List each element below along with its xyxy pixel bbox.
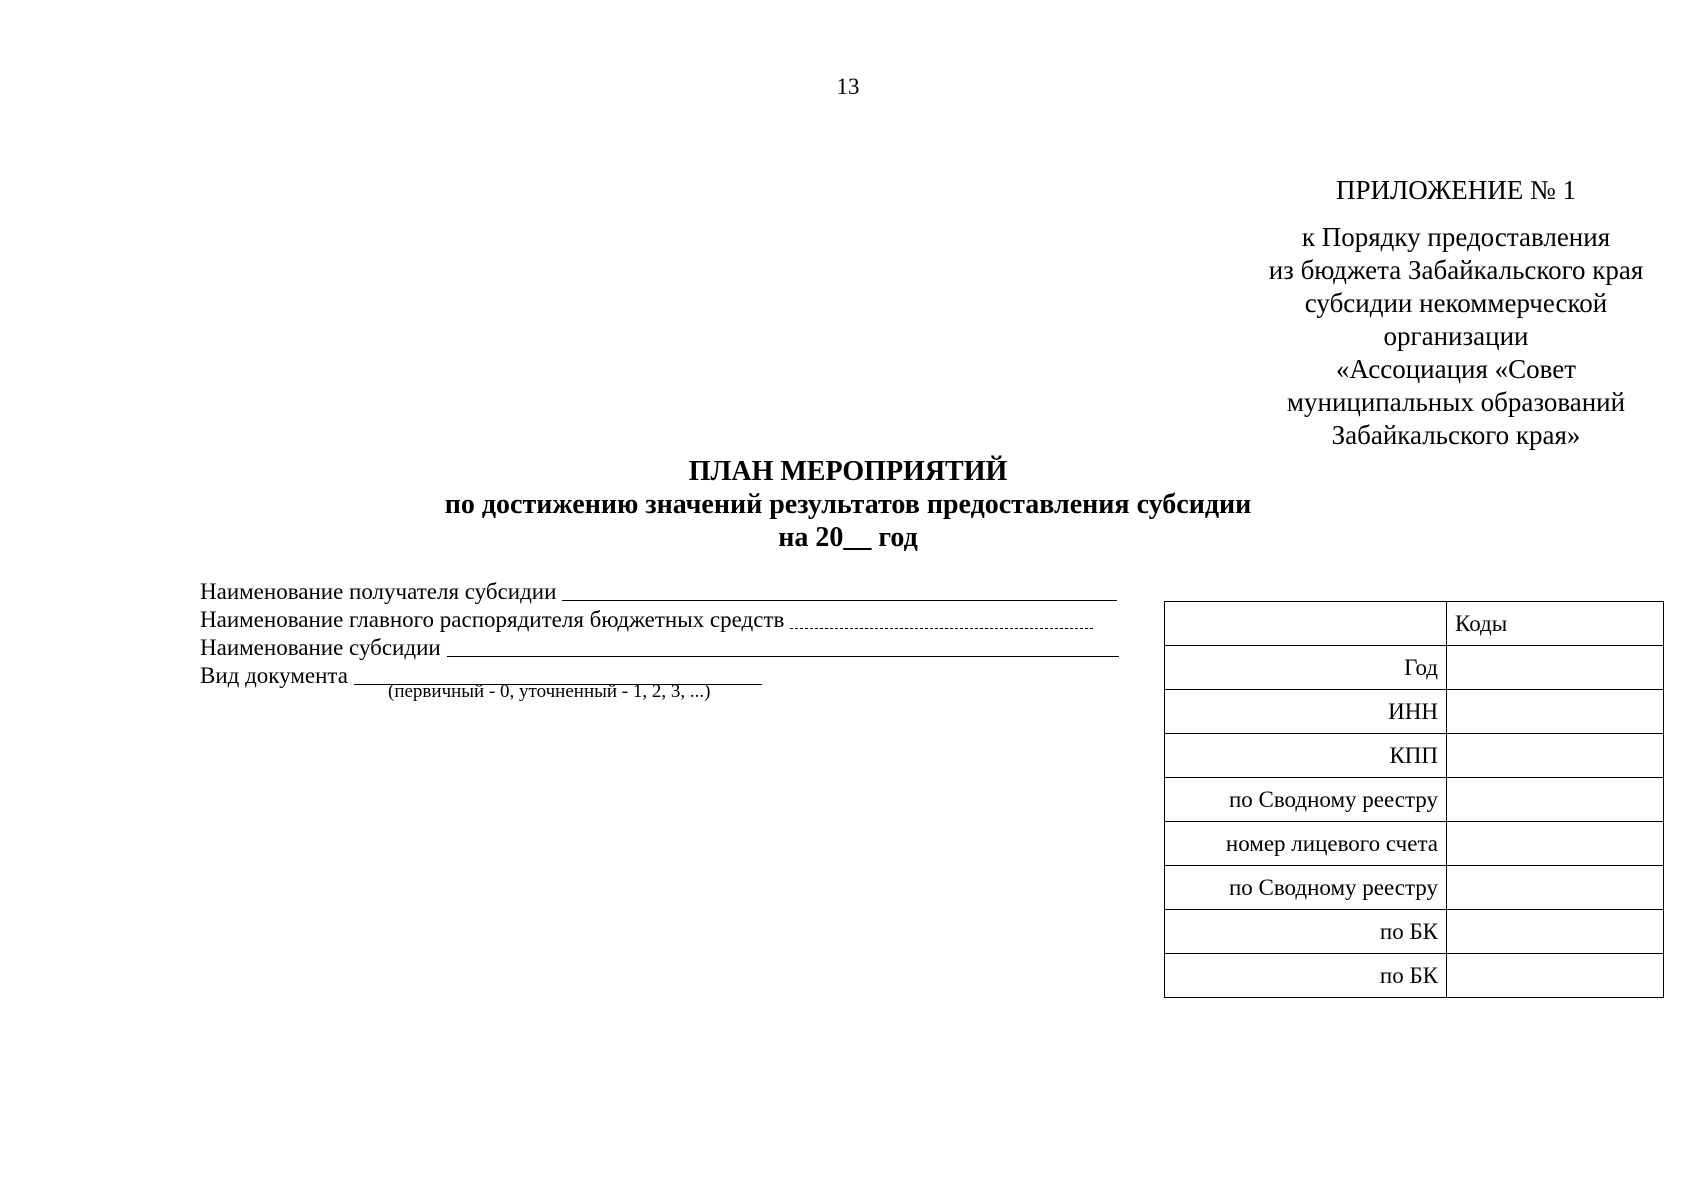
appendix-block (1224, 174, 1688, 452)
recipient-field-row (200, 578, 1150, 606)
table-row (1165, 690, 1664, 734)
doc-type-hint: (первичный - 0, уточненный - 1, 2, 3, ...) (388, 681, 711, 702)
codes-header-empty-cell (1165, 602, 1447, 646)
table-row (1165, 646, 1664, 690)
table-row (1165, 734, 1664, 778)
appendix-line: из бюджета Забайкальского края (1268, 255, 1644, 285)
table-row (1165, 954, 1664, 998)
subsidy-field-row (200, 634, 1150, 662)
codes-header: Коды (1447, 602, 1664, 646)
codes-row-value[interactable] (1447, 954, 1664, 998)
codes-table (1164, 601, 1664, 998)
appendix-line: организации (1383, 321, 1529, 351)
recipient-fill-line[interactable] (562, 580, 1117, 601)
codes-row-label: номер лицевого счета (1165, 822, 1447, 866)
codes-row-label: по Сводному реестру (1165, 778, 1447, 822)
subsidy-fill-line[interactable] (447, 636, 1119, 657)
plan-subtitle: по достижению значений результатов предоставления субсидии (444, 489, 1252, 520)
table-row (1165, 910, 1664, 954)
codes-row-label: ИНН (1165, 690, 1447, 734)
appendix-line: к Порядку предоставления (1301, 222, 1611, 252)
codes-row-value[interactable] (1447, 778, 1664, 822)
doc-type-label: Вид документа (200, 663, 348, 688)
codes-row-value[interactable] (1447, 734, 1664, 778)
form-fields (200, 578, 1150, 690)
codes-row-label: КПП (1165, 734, 1447, 778)
appendix-line: «Ассоциация «Совет (1335, 354, 1577, 384)
appendix-line: Забайкальского края» (1331, 420, 1581, 450)
distributor-label: Наименование главного распорядителя бюджетных средств (200, 607, 785, 632)
codes-row-value[interactable] (1447, 646, 1664, 690)
plan-year: на 20__ год (778, 522, 918, 553)
codes-row-value[interactable] (1447, 910, 1664, 954)
codes-row-label: Год (1165, 646, 1447, 690)
appendix-title: ПРИЛОЖЕНИЕ № 1 (1335, 175, 1577, 205)
appendix-line: субсидии некоммерческой (1304, 288, 1608, 318)
codes-row-value[interactable] (1447, 822, 1664, 866)
codes-row-value[interactable] (1447, 690, 1664, 734)
distributor-fill-line[interactable] (790, 608, 1093, 629)
codes-row-label: по БК (1165, 910, 1447, 954)
plan-title: ПЛАН МЕРОПРИЯТИЙ (688, 456, 1008, 487)
subsidy-label: Наименование субсидии (200, 635, 441, 660)
codes-row-label: по БК (1165, 954, 1447, 998)
page-number: 13 (836, 74, 860, 99)
codes-row-value[interactable] (1447, 866, 1664, 910)
codes-row-label: по Сводному реестру (1165, 866, 1447, 910)
distributor-field-row (200, 606, 1150, 634)
codes-header-row (1165, 602, 1664, 646)
plan-heading (0, 455, 1696, 554)
table-row (1165, 822, 1664, 866)
appendix-line: муниципальных образований (1286, 387, 1626, 417)
table-row (1165, 866, 1664, 910)
recipient-label: Наименование получателя субсидии (200, 579, 557, 604)
table-row (1165, 778, 1664, 822)
